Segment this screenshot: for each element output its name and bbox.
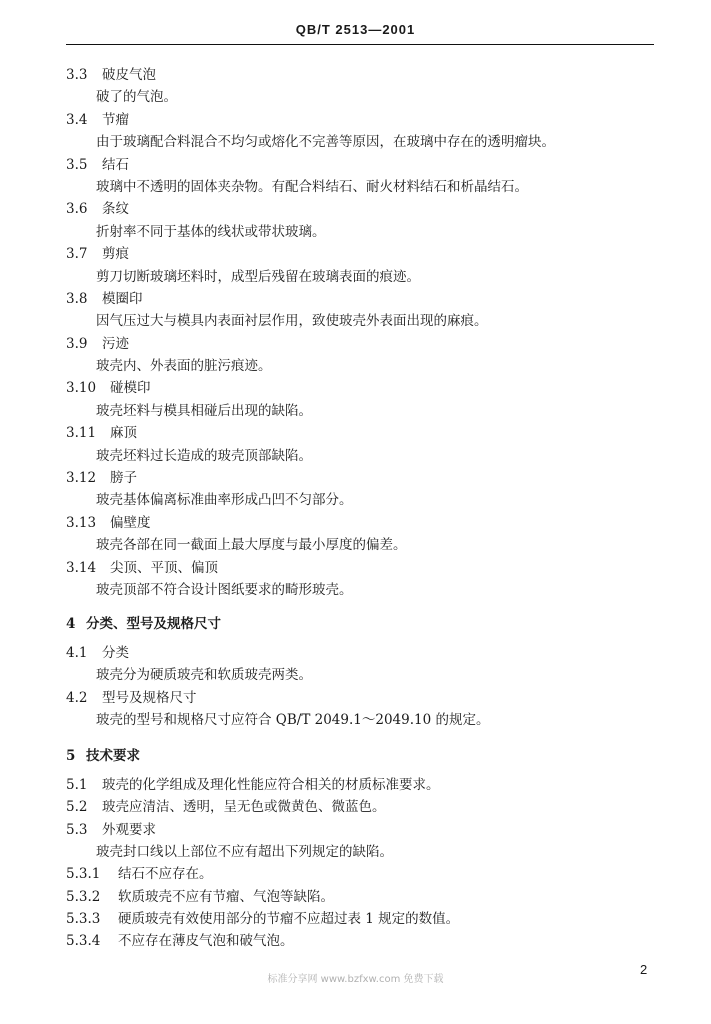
term-heading — [66, 198, 666, 220]
term-number: 3.9 — [66, 335, 88, 352]
header-rule — [66, 44, 654, 45]
term-definition: 玻壳顶部不符合设计图纸要求的畸形玻壳。 — [96, 581, 353, 598]
term-number: 3.7 — [66, 246, 88, 263]
clause-number: 5.3.4 — [66, 933, 101, 950]
subsection-number: 4.1 — [66, 644, 88, 661]
term-heading — [66, 333, 666, 355]
term-word: 剪痕 — [102, 246, 129, 263]
term-word: 偏壁度 — [110, 514, 151, 531]
term-heading — [66, 243, 666, 265]
clause-text: 硬质玻壳有效使用部分的节瘤不应超过表 1 规定的数值。 — [118, 911, 460, 928]
section-title: 分类、型号及规格尺寸 — [86, 616, 221, 633]
document-code-header: QB/T 2513—2001 — [295, 22, 416, 37]
clause-number: 5.3.3 — [66, 911, 101, 928]
term-word: 节瘤 — [102, 111, 129, 128]
subsection-heading — [66, 819, 666, 841]
clause — [66, 886, 666, 908]
subsection-title: 型号及规格尺寸 — [102, 689, 197, 706]
term-definition: 剪刀切断玻璃坯料时，成型后残留在玻璃表面的痕迹。 — [96, 268, 420, 285]
term-word: 尖顶、平顶、偏顶 — [110, 559, 218, 576]
term-definition: 破了的气泡。 — [96, 89, 177, 106]
term-definition: 由于玻璃配合料混合不均匀或熔化不完善等原因，在玻璃中存在的透明瘤块。 — [96, 134, 555, 151]
subsection-text: 玻壳分为硬质玻壳和软质玻壳两类。 — [96, 667, 312, 684]
term-definition: 玻壳坯料与模具相碰后出现的缺陷。 — [96, 402, 312, 419]
clause-number: 5.2 — [66, 799, 88, 816]
subsection-heading — [66, 687, 666, 709]
clause — [66, 863, 666, 885]
term-definition: 玻壳基体偏离标准曲率形成凸凹不匀部分。 — [96, 492, 353, 509]
watermark-footer: 标准分享网 www.bzfxw.com 免费下载 — [267, 974, 444, 985]
term-word: 结石 — [102, 156, 129, 173]
term-heading — [66, 557, 666, 579]
section-heading — [66, 745, 666, 767]
clause — [66, 796, 666, 818]
term-list — [66, 64, 666, 601]
term-number: 3.11 — [66, 425, 97, 442]
term-heading — [66, 467, 666, 489]
term-definition: 因气压过大与模具内表面衬层作用，致使玻壳外表面出现的麻痕。 — [96, 313, 488, 330]
section-title: 技术要求 — [86, 748, 140, 765]
document-body — [66, 64, 666, 953]
clause — [66, 930, 666, 952]
term-word: 碰模印 — [110, 380, 151, 397]
clause-text: 玻壳应清洁、透明，呈无色或微黄色、微蓝色。 — [102, 799, 386, 816]
term-definition: 玻壳坯料过长造成的玻壳顶部缺陷。 — [96, 447, 312, 464]
term-word: 污迹 — [102, 335, 129, 352]
term-number: 3.14 — [66, 559, 97, 576]
term-number: 3.3 — [66, 67, 88, 83]
term-number: 3.8 — [66, 290, 88, 307]
page-number: 2 — [640, 962, 648, 977]
term-definition: 折射率不同于基体的线状或带状玻璃。 — [96, 223, 326, 240]
clause — [66, 908, 666, 930]
term-definition: 玻壳内、外表面的脏污痕迹。 — [96, 358, 272, 375]
clause-text: 玻壳的化学组成及理化性能应符合相关的材质标准要求。 — [102, 776, 440, 793]
subsection-heading — [66, 642, 666, 664]
term-heading — [66, 377, 666, 399]
term-heading — [66, 422, 666, 444]
term-word: 破皮气泡 — [102, 67, 156, 83]
term-number: 3.13 — [66, 514, 97, 531]
term-heading — [66, 109, 666, 131]
clause-text: 软质玻壳不应有节瘤、气泡等缺陷。 — [118, 888, 334, 905]
term-heading — [66, 64, 666, 86]
term-word: 模圈印 — [102, 290, 143, 307]
term-number: 3.5 — [66, 156, 88, 173]
clause — [66, 774, 666, 796]
term-word: 麻顶 — [110, 425, 137, 442]
term-number: 3.12 — [66, 470, 97, 487]
clause-number: 5.1 — [66, 776, 88, 793]
term-definition: 玻璃中不透明的固体夹杂物。有配合料结石、耐火材料结石和析晶结石。 — [96, 178, 528, 195]
section-number: 4 — [66, 616, 76, 633]
subsection-number: 4.2 — [66, 689, 88, 706]
term-heading — [66, 154, 666, 176]
term-word: 条纹 — [102, 201, 129, 218]
subsection-text: 玻壳封口线以上部位不应有超出下列规定的缺陷。 — [96, 843, 393, 860]
term-heading — [66, 288, 666, 310]
clause-text: 结石不应存在。 — [118, 866, 213, 883]
clause-text: 不应存在薄皮气泡和破气泡。 — [118, 933, 294, 950]
clause-number: 5.3.2 — [66, 888, 101, 905]
section-number: 5 — [66, 748, 76, 765]
term-heading — [66, 512, 666, 534]
subsection-number: 5.3 — [66, 821, 88, 838]
term-number: 3.10 — [66, 380, 97, 397]
clause-number: 5.3.1 — [66, 866, 101, 883]
subsection-text: 玻壳的型号和规格尺寸应符合 QB/T 2049.1～2049.10 的规定。 — [96, 711, 490, 728]
subsection-title: 外观要求 — [102, 821, 156, 838]
term-number: 3.6 — [66, 201, 88, 218]
term-number: 3.4 — [66, 111, 88, 128]
term-definition: 玻壳各部在同一截面上最大厚度与最小厚度的偏差。 — [96, 537, 407, 554]
clause-list — [66, 863, 666, 953]
term-word: 膀子 — [110, 470, 137, 487]
section-heading — [66, 613, 666, 635]
subsection-title: 分类 — [102, 644, 129, 661]
